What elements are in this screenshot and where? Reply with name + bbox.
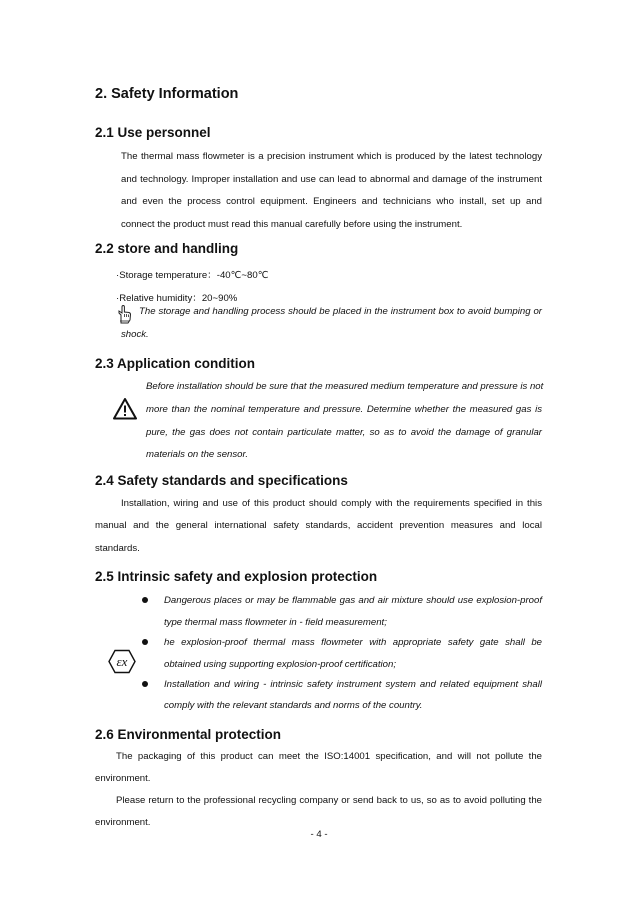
paragraph-line: materials on the sensor. [146, 449, 249, 460]
page-title: 2. Safety Information [95, 86, 239, 102]
bullet-line: comply with the relevant standards and norms of the country. [164, 700, 423, 711]
warning-triangle-icon [112, 397, 138, 426]
paragraph-line: environment. [95, 773, 151, 784]
page-number: - 4 - [310, 829, 328, 840]
paragraph-line: manual and the general international safety standards, accident prevention measures and local [95, 520, 542, 531]
bullet-dot [142, 597, 148, 603]
bullet-dot [142, 681, 148, 687]
paragraph-line: Installation, wiring and use of this product should comply with the requirements specified in this [121, 498, 542, 509]
paragraph-line: Please return to the professional recycling company or send back to us, so as to avoid polluting the [116, 795, 542, 806]
heading-application-condition: 2.3 Application condition [95, 356, 256, 371]
heading-store-handling: 2.2 store and handling [95, 241, 239, 256]
bullet-line: Dangerous places or may be flammable gas and air mixture should use explosion-proof [164, 595, 542, 606]
paragraph-line: and technology. Improper installation and use can lead to abnormal and damage of the instrument [121, 174, 542, 185]
explosion-proof-ex-icon [108, 649, 136, 679]
heading-intrinsic-safety: 2.5 Intrinsic safety and explosion protection [95, 569, 378, 584]
heading-safety-standards: 2.4 Safety standards and specifications [95, 473, 348, 488]
paragraph-line: Before installation should be sure that the measured medium temperature and pressure is not [146, 381, 544, 392]
paragraph-line: more than the nominal temperature and pressure. Determine whether the measured gas is [146, 404, 542, 415]
paragraph-line: and even the process control equipment. Engineers and technicians who install, set up and [121, 196, 542, 207]
bullet-dot [142, 639, 148, 645]
relative-humidity: ·Relative humidity：20~90% [116, 293, 238, 304]
paragraph-line: The packaging of this product can meet the ISO:14001 specification, and will not pollute the [116, 751, 542, 762]
note-line: The storage and handling process should be placed in the instrument box to avoid bumping or [139, 306, 542, 317]
paragraph-line: connect the product must read this manual carefully before using the instrument. [121, 219, 463, 230]
svg-text:εx: εx [116, 654, 128, 669]
paragraph-line: The thermal mass flowmeter is a precision instrument which is produced by the latest technology [121, 151, 542, 162]
bullet-line: type thermal mass flowmeter in - field measurement; [164, 617, 387, 628]
heading-use-personnel: 2.1 Use personnel [95, 125, 211, 140]
note-line: shock. [121, 329, 149, 340]
bullet-line: he explosion-proof thermal mass flowmeter with appropriate safety gate shall be [164, 637, 542, 648]
paragraph-line: pure, the gas does not contain particulate matter, so as to avoid the damage of granular [146, 427, 542, 438]
paragraph-line: standards. [95, 543, 140, 554]
pointing-hand-icon [117, 305, 132, 329]
storage-temperature: ·Storage temperature：-40℃~80℃ [116, 270, 269, 281]
paragraph-line: environment. [95, 817, 151, 828]
bullet-line: obtained using supporting explosion-proof certification; [164, 659, 396, 670]
bullet-line: Installation and wiring - intrinsic safety instrument system and related equipment shall [164, 679, 542, 690]
heading-environmental-protection: 2.6 Environmental protection [95, 727, 282, 742]
